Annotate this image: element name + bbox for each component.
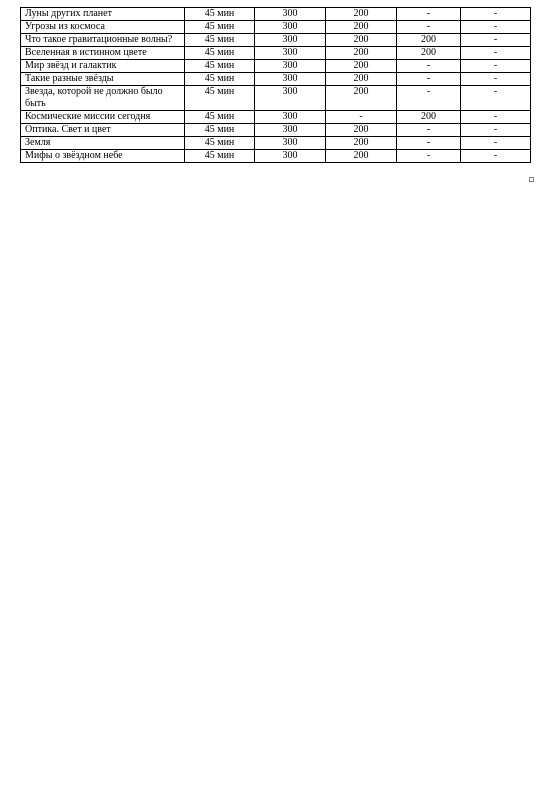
program-title-cell: Такие разные звёзды [21,73,185,86]
program-title-cell: Что такое гравитационные волны? [21,34,185,47]
program-title-cell: Мифы о звёздном небе [21,150,185,163]
table-row [21,86,531,111]
table-row [21,111,531,124]
price-cell: - [461,111,531,124]
price-cell: 300 [255,111,326,124]
duration-cell: 45 мин [185,137,255,150]
price-cell: 200 [326,34,397,47]
price-cell: - [461,73,531,86]
price-cell: 300 [255,21,326,34]
program-title-cell: Мир звёзд и галактик [21,60,185,73]
price-cell: - [397,124,461,137]
price-cell: 300 [255,34,326,47]
program-table [20,7,531,163]
price-cell: 300 [255,47,326,60]
price-cell: - [397,21,461,34]
duration-cell: 45 мин [185,111,255,124]
price-cell: 200 [326,86,397,111]
price-cell: 200 [326,150,397,163]
duration-cell: 45 мин [185,47,255,60]
table-row [21,47,531,60]
price-cell: - [461,150,531,163]
price-cell: 200 [326,21,397,34]
price-cell: - [397,60,461,73]
duration-cell: 45 мин [185,150,255,163]
price-cell: 300 [255,124,326,137]
price-cell: 200 [326,73,397,86]
price-cell: - [397,8,461,21]
price-cell: 200 [326,47,397,60]
price-cell: - [461,47,531,60]
price-cell: - [397,150,461,163]
price-cell: - [397,73,461,86]
program-title-cell: Луны других планет [21,8,185,21]
duration-cell: 45 мин [185,60,255,73]
price-cell: 200 [397,111,461,124]
price-cell: 300 [255,73,326,86]
duration-cell: 45 мин [185,86,255,111]
program-title-cell: Звезда, которой не должно было быть [21,86,185,111]
program-title-cell: Вселенная в истинном цвете [21,47,185,60]
duration-cell: 45 мин [185,124,255,137]
price-cell: 300 [255,8,326,21]
duration-cell: 45 мин [185,73,255,86]
table-row [21,34,531,47]
price-cell: 300 [255,86,326,111]
price-cell: - [461,34,531,47]
program-title-cell: Земля [21,137,185,150]
duration-cell: 45 мин [185,21,255,34]
price-cell: 200 [326,124,397,137]
table-resize-handle[interactable] [529,177,534,182]
program-title-cell: Космические миссии сегодня [21,111,185,124]
duration-cell: 45 мин [185,8,255,21]
table-row [21,21,531,34]
price-cell: 200 [397,34,461,47]
price-cell: 300 [255,150,326,163]
price-cell: - [461,8,531,21]
table-row [21,60,531,73]
price-cell: - [461,60,531,73]
table-row [21,137,531,150]
price-cell: - [397,86,461,111]
program-title-cell: Угрозы из космоса [21,21,185,34]
price-cell: 300 [255,137,326,150]
table-row [21,150,531,163]
price-cell: - [326,111,397,124]
table-row [21,73,531,86]
price-cell: - [461,86,531,111]
price-cell: - [397,137,461,150]
price-cell: - [461,137,531,150]
price-cell: 200 [326,8,397,21]
price-cell: 200 [326,60,397,73]
price-cell: - [461,21,531,34]
price-cell: 200 [397,47,461,60]
table-row [21,124,531,137]
price-cell: - [461,124,531,137]
program-title-cell: Оптика. Свет и цвет [21,124,185,137]
price-cell: 200 [326,137,397,150]
price-cell: 300 [255,60,326,73]
duration-cell: 45 мин [185,34,255,47]
table-row [21,8,531,21]
